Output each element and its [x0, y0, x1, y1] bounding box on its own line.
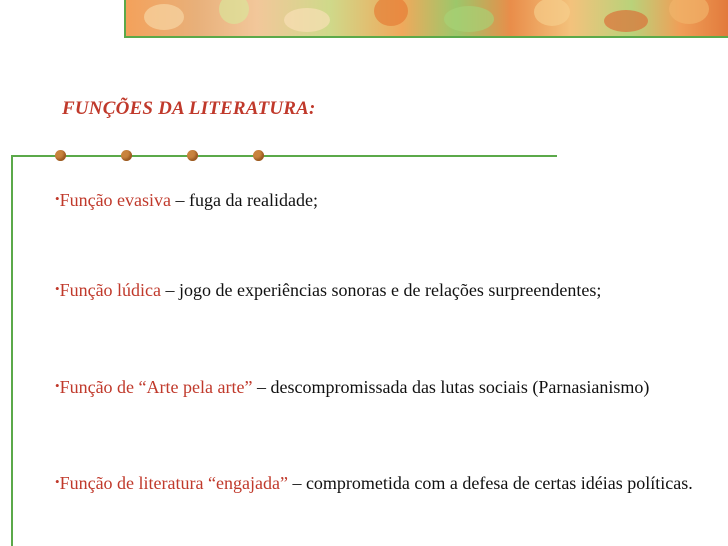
bullet-text: – jogo de experiências sonoras e de relações surpreendentes; — [161, 280, 602, 300]
bullet-marker: • — [55, 281, 60, 296]
bullet-marker: • — [55, 191, 60, 206]
decorative-dot — [121, 150, 132, 161]
bullet-item-engajada — [55, 468, 695, 497]
header-decorative-image — [124, 0, 728, 37]
header-vertical-line — [124, 0, 126, 38]
decorative-dot — [55, 150, 66, 161]
bullet-lead: Função de “Arte pela arte” — [59, 377, 253, 397]
bullet-lead: Função lúdica — [59, 280, 162, 300]
slide-title: FUNÇÕES DA LITERATURA: — [62, 98, 316, 119]
bullet-marker: • — [55, 378, 60, 393]
header-rule — [124, 36, 728, 38]
bullet-item-ludica — [55, 275, 695, 304]
divider-rule — [11, 155, 557, 157]
bullet-lead: Função evasiva — [59, 190, 172, 210]
bullet-text: – comprometida com a defesa de certas idéias políticas. — [287, 473, 693, 493]
bullet-text: – fuga da realidade; — [171, 190, 318, 210]
decorative-dot — [187, 150, 198, 161]
bullet-text: – descompromissada das lutas sociais (Parnasianismo) — [252, 377, 650, 397]
decorative-dot — [253, 150, 264, 161]
bullet-marker: • — [55, 474, 60, 489]
bullet-item-arte-pela-arte — [55, 372, 695, 401]
left-vertical-rule — [11, 156, 13, 546]
bullet-item-evasiva — [55, 185, 695, 214]
bullet-lead: Função de literatura “engajada” — [59, 473, 288, 493]
